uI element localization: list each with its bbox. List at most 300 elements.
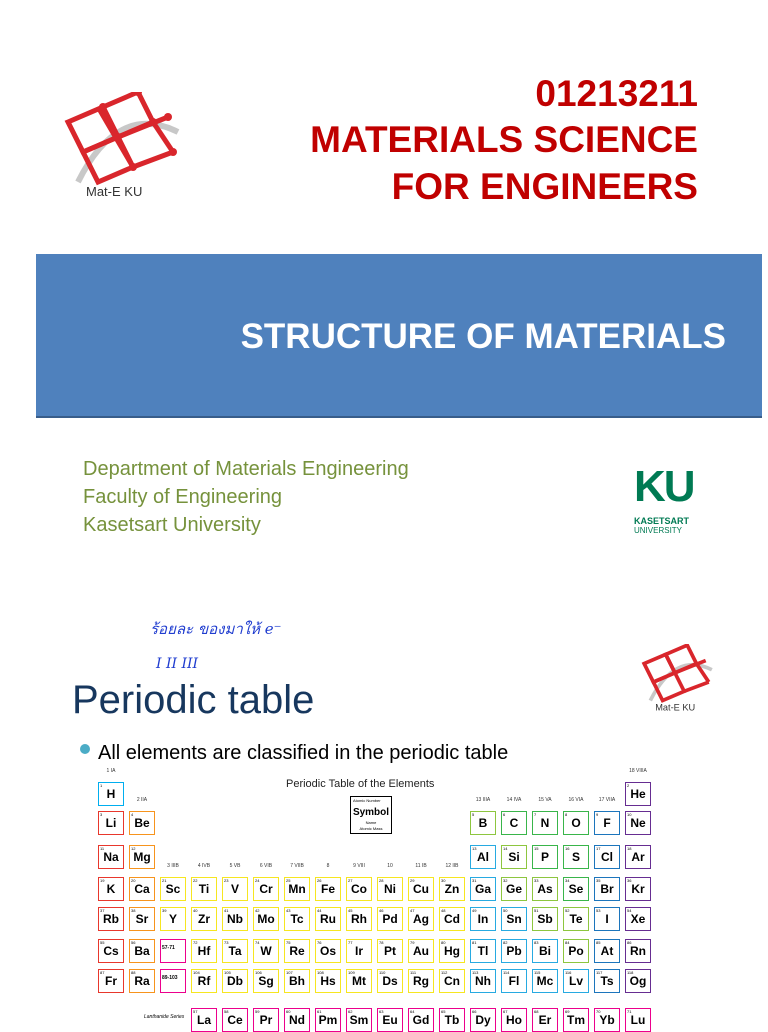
element-cell <box>439 907 465 931</box>
group-label: 5 VB <box>229 863 241 869</box>
element-number: 58 <box>224 1009 229 1014</box>
element-symbol: Bi <box>539 944 551 958</box>
group-label: 10 <box>387 863 393 869</box>
element-number: 51 <box>534 908 539 913</box>
element-symbol: Cd <box>444 912 460 926</box>
group-label: 16 VIA <box>568 797 584 803</box>
element-number: 77 <box>348 940 353 945</box>
element-symbol: C <box>509 816 519 830</box>
element-cell <box>160 939 186 963</box>
element-symbol: Ni <box>384 882 396 896</box>
element-symbol: At <box>600 944 614 958</box>
element-number: 36 <box>627 878 632 883</box>
element-cell <box>594 969 620 993</box>
element-symbol: Al <box>477 850 489 864</box>
element-number: 114 <box>503 970 510 975</box>
element-symbol: Hs <box>320 974 336 988</box>
element-symbol: Cn <box>444 974 460 988</box>
element-symbol: He <box>630 787 646 801</box>
element-symbol: O <box>571 816 581 830</box>
course-title <box>200 116 698 210</box>
element-cell <box>222 1008 248 1032</box>
element-symbol: Rb <box>103 912 119 926</box>
ku-sub: UNIVERSITY <box>634 526 683 535</box>
element-cell <box>501 811 527 835</box>
element-number: 66 <box>472 1009 477 1014</box>
element-cell <box>532 1008 558 1032</box>
element-symbol: Ru <box>320 912 336 926</box>
element-number: 6 <box>503 812 506 817</box>
element-number: 64 <box>410 1009 415 1014</box>
element-cell <box>191 939 217 963</box>
element-number: 55 <box>100 940 105 945</box>
element-number: 13 <box>472 846 477 851</box>
element-cell <box>191 1008 217 1032</box>
element-cell <box>191 969 217 993</box>
element-number: 75 <box>286 940 291 945</box>
element-symbol: Pm <box>318 1013 338 1027</box>
element-number: 54 <box>627 908 632 913</box>
element-symbol: Hg <box>444 944 460 958</box>
element-cell <box>160 969 186 993</box>
element-number: 65 <box>441 1009 446 1014</box>
element-symbol: Tb <box>444 1013 460 1027</box>
element-cell <box>439 939 465 963</box>
element-cell <box>532 907 558 931</box>
element-number: 48 <box>441 908 446 913</box>
group-label: 1 IA <box>106 768 116 774</box>
element-symbol: Ho <box>506 1013 522 1027</box>
element-number: 30 <box>441 878 446 883</box>
element-cell <box>377 939 403 963</box>
element-number: 69 <box>565 1009 570 1014</box>
element-symbol: Mn <box>288 882 306 896</box>
element-number: 47 <box>410 908 415 913</box>
element-symbol: Tc <box>290 912 304 926</box>
element-symbol: W <box>260 944 272 958</box>
element-number: 35 <box>596 878 601 883</box>
logo-text: Mat-E KU <box>86 184 143 199</box>
element-cell <box>191 907 217 931</box>
element-number: 10 <box>627 812 632 817</box>
element-cell <box>284 939 310 963</box>
course-code: 01213211 <box>535 73 698 114</box>
element-symbol: Y <box>168 912 177 926</box>
element-symbol: Be <box>134 816 150 830</box>
element-symbol: Li <box>105 816 117 830</box>
element-cell <box>625 782 651 806</box>
element-symbol: V <box>230 882 239 896</box>
element-cell <box>408 877 434 901</box>
element-symbol: Fr <box>105 974 117 988</box>
element-symbol: Gd <box>412 1013 430 1027</box>
element-symbol: Sn <box>506 912 522 926</box>
element-cell <box>625 969 651 993</box>
element-number: 25 <box>286 878 291 883</box>
element-cell <box>439 969 465 993</box>
element-number: 107 <box>286 970 293 975</box>
element-symbol: Db <box>227 974 243 988</box>
element-cell <box>346 969 372 993</box>
element-symbol: Yb <box>599 1013 615 1027</box>
element-symbol: Ds <box>382 974 398 988</box>
element-cell <box>160 877 186 901</box>
element-symbol: Hf <box>197 944 211 958</box>
group-label: 17 VIIA <box>598 797 616 803</box>
element-cell <box>563 1008 589 1032</box>
element-cell <box>563 811 589 835</box>
element-cell <box>408 907 434 931</box>
element-number: 27 <box>348 878 353 883</box>
element-number: 37 <box>100 908 105 913</box>
element-number: 87 <box>100 970 105 975</box>
element-cell <box>284 969 310 993</box>
element-symbol: Re <box>289 944 305 958</box>
element-number: 38 <box>131 908 136 913</box>
element-symbol: 89-103 <box>162 975 178 981</box>
group-label: 14 IVA <box>506 797 522 803</box>
element-cell <box>129 845 155 869</box>
element-symbol: Ir <box>354 944 363 958</box>
element-number: 7 <box>534 812 537 817</box>
element-cell <box>563 877 589 901</box>
banner-title: STRUCTURE OF MATERIALS <box>240 317 726 356</box>
element-number: 113 <box>472 970 479 975</box>
group-label: 6 VIB <box>259 863 273 869</box>
mat-e-ku-logo-small <box>638 644 718 714</box>
element-number: 81 <box>472 940 477 945</box>
element-symbol: Ge <box>505 882 522 896</box>
element-number: 15 <box>534 846 539 851</box>
group-label: 12 IIB <box>445 863 459 869</box>
ku-name: KASETSART <box>634 516 690 526</box>
element-cell <box>346 1008 372 1032</box>
element-cell <box>439 877 465 901</box>
element-number: 73 <box>224 940 229 945</box>
element-symbol: Ca <box>134 882 150 896</box>
handwriting-line2: I II III <box>156 656 199 672</box>
element-cell <box>532 811 558 835</box>
element-cell <box>470 1008 496 1032</box>
legend-number: Atomic Number <box>353 798 381 803</box>
element-symbol: Au <box>413 944 429 958</box>
element-number: 116 <box>565 970 572 975</box>
element-symbol: Os <box>319 944 336 958</box>
element-cell <box>253 939 279 963</box>
element-cell <box>625 907 651 931</box>
element-cell <box>222 877 248 901</box>
element-number: 26 <box>317 878 322 883</box>
element-cell <box>191 877 217 901</box>
element-symbol: Ta <box>228 944 242 958</box>
element-cell <box>408 939 434 963</box>
element-cell <box>501 877 527 901</box>
element-number: 2 <box>627 783 630 788</box>
element-cell <box>594 845 620 869</box>
element-cell <box>625 1008 651 1032</box>
element-cell <box>563 939 589 963</box>
periodic-table-legend <box>350 796 392 834</box>
element-symbol: Ga <box>474 882 491 896</box>
element-symbol: Dy <box>475 1013 491 1027</box>
element-cell <box>253 969 279 993</box>
element-number: 46 <box>379 908 384 913</box>
element-symbol: Cs <box>103 944 119 958</box>
element-symbol: Pd <box>382 912 398 926</box>
element-cell <box>346 907 372 931</box>
element-number: 84 <box>565 940 570 945</box>
element-number: 117 <box>596 970 603 975</box>
element-cell <box>501 1008 527 1032</box>
element-symbol: Ne <box>630 816 646 830</box>
element-cell <box>594 1008 620 1032</box>
element-symbol: Pr <box>259 1013 273 1027</box>
element-symbol: Ag <box>413 912 429 926</box>
element-symbol: N <box>540 816 550 830</box>
element-cell <box>439 1008 465 1032</box>
element-symbol: K <box>106 882 116 896</box>
element-number: 12 <box>131 846 136 851</box>
lanthanide-label: Lanthanide Series <box>144 1014 185 1020</box>
element-number: 82 <box>503 940 508 945</box>
element-symbol: Sc <box>165 882 181 896</box>
element-number: 78 <box>379 940 384 945</box>
element-number: 70 <box>596 1009 601 1014</box>
element-symbol: Br <box>600 882 614 896</box>
element-number: 105 <box>224 970 231 975</box>
element-number: 22 <box>193 878 198 883</box>
element-number: 44 <box>317 908 322 913</box>
element-symbol: Sm <box>349 1013 369 1027</box>
course-title-line2: FOR ENGINEERS <box>391 166 698 207</box>
element-symbol: Po <box>568 944 584 958</box>
element-cell <box>160 907 186 931</box>
element-symbol: Kr <box>631 882 645 896</box>
legend-symbol: Symbol <box>352 807 390 818</box>
element-symbol: Ti <box>198 882 210 896</box>
bullet-dot-icon <box>80 744 90 754</box>
element-symbol: Nb <box>227 912 243 926</box>
element-number: 68 <box>534 1009 539 1014</box>
element-cell <box>625 877 651 901</box>
element-number: 118 <box>627 970 634 975</box>
element-cell <box>129 907 155 931</box>
element-number: 19 <box>100 878 105 883</box>
element-cell <box>594 811 620 835</box>
element-cell <box>315 969 341 993</box>
element-cell <box>129 939 155 963</box>
element-number: 110 <box>379 970 386 975</box>
element-symbol: Ts <box>600 974 614 988</box>
element-symbol: Og <box>629 974 647 988</box>
element-symbol: Zn <box>444 882 460 896</box>
element-cell <box>222 907 248 931</box>
group-label: 2 IIA <box>136 797 148 803</box>
group-label: 9 VIII <box>353 863 365 869</box>
element-symbol: Ba <box>134 944 150 958</box>
element-symbol: 57-71 <box>162 945 175 951</box>
element-symbol: Se <box>568 882 584 896</box>
element-symbol: Lu <box>630 1013 646 1027</box>
element-cell <box>284 877 310 901</box>
element-cell <box>253 1008 279 1032</box>
element-cell <box>129 811 155 835</box>
element-cell <box>563 969 589 993</box>
element-cell <box>129 969 155 993</box>
element-symbol: Tm <box>567 1013 585 1027</box>
course-title-line1: MATERIALS SCIENCE <box>310 119 698 160</box>
element-number: 9 <box>596 812 599 817</box>
element-symbol: Mg <box>133 850 151 864</box>
element-symbol: H <box>106 787 116 801</box>
logo-small-text: Mat-E KU <box>655 702 696 713</box>
element-cell <box>98 811 124 835</box>
element-symbol: Rf <box>197 974 211 988</box>
element-symbol: Mo <box>257 912 275 926</box>
element-number: 74 <box>255 940 260 945</box>
element-cell <box>315 939 341 963</box>
group-label: 15 VA <box>538 797 552 803</box>
element-symbol: Mt <box>352 974 366 988</box>
element-cell <box>222 939 248 963</box>
element-symbol: Si <box>508 850 520 864</box>
bullet-text: All elements are classified in the periodic table <box>98 742 509 764</box>
group-label: 13 IIIA <box>475 797 491 803</box>
element-symbol: Fe <box>320 882 335 896</box>
element-number: 20 <box>131 878 136 883</box>
element-number: 14 <box>503 846 508 851</box>
element-cell <box>98 877 124 901</box>
element-number: 8 <box>565 812 568 817</box>
handwritten-note <box>150 612 310 674</box>
element-symbol: Xe <box>630 912 646 926</box>
group-label: 11 IB <box>415 863 427 869</box>
element-cell <box>253 907 279 931</box>
element-number: 83 <box>534 940 539 945</box>
element-number: 31 <box>472 878 477 883</box>
element-symbol: Cu <box>413 882 429 896</box>
element-number: 45 <box>348 908 353 913</box>
element-cell <box>470 811 496 835</box>
element-symbol: Co <box>351 882 367 896</box>
element-symbol: Cl <box>601 850 613 864</box>
element-number: 29 <box>410 878 415 883</box>
element-cell <box>470 877 496 901</box>
element-symbol: Sr <box>135 912 149 926</box>
element-number: 104 <box>193 970 200 975</box>
element-cell <box>625 939 651 963</box>
element-cell <box>377 877 403 901</box>
element-cell <box>408 969 434 993</box>
element-symbol: B <box>478 816 488 830</box>
element-symbol: Mc <box>536 974 554 988</box>
element-number: 39 <box>162 908 167 913</box>
element-symbol: Na <box>103 850 119 864</box>
ku-mark: KU <box>634 462 694 511</box>
element-symbol: Pb <box>506 944 522 958</box>
element-cell <box>315 877 341 901</box>
element-number: 1 <box>100 783 103 788</box>
element-symbol: As <box>537 882 553 896</box>
element-cell <box>625 845 651 869</box>
element-symbol: P <box>540 850 549 864</box>
element-symbol: Er <box>538 1013 552 1027</box>
element-number: 32 <box>503 878 508 883</box>
element-number: 52 <box>565 908 570 913</box>
element-number: 23 <box>224 878 229 883</box>
periodic-table <box>96 758 656 1027</box>
element-cell <box>253 877 279 901</box>
element-symbol: Zr <box>198 912 210 926</box>
element-number: 106 <box>255 970 262 975</box>
element-symbol: Nd <box>289 1013 305 1027</box>
element-cell <box>408 1008 434 1032</box>
university-line: Kasetsart University <box>83 514 261 536</box>
element-cell <box>470 845 496 869</box>
element-cell <box>532 969 558 993</box>
element-number: 17 <box>596 846 601 851</box>
element-cell <box>315 907 341 931</box>
element-cell <box>563 845 589 869</box>
group-label: 8 <box>326 863 330 869</box>
element-symbol: Rn <box>630 944 646 958</box>
element-cell <box>501 907 527 931</box>
element-cell <box>594 907 620 931</box>
element-number: 56 <box>131 940 136 945</box>
element-number: 62 <box>348 1009 353 1014</box>
element-number: 112 <box>441 970 448 975</box>
legend-name: Name <box>365 820 377 825</box>
element-number: 42 <box>255 908 260 913</box>
element-symbol: Ar <box>631 850 645 864</box>
element-cell <box>377 969 403 993</box>
department-line: Department of Materials Engineering <box>83 458 409 480</box>
element-cell <box>501 939 527 963</box>
element-symbol: Fl <box>508 974 520 988</box>
element-number: 61 <box>317 1009 322 1014</box>
element-number: 86 <box>627 940 632 945</box>
element-symbol: Nh <box>475 974 491 988</box>
element-number: 11 <box>100 846 105 851</box>
element-cell <box>129 877 155 901</box>
element-symbol: Sg <box>258 974 274 988</box>
element-number: 80 <box>441 940 446 945</box>
element-number: 4 <box>131 812 134 817</box>
element-cell <box>98 969 124 993</box>
element-number: 111 <box>410 970 417 975</box>
element-number: 34 <box>565 878 570 883</box>
element-cell <box>98 782 124 806</box>
group-label: 3 IIIB <box>167 863 179 869</box>
element-number: 53 <box>596 908 601 913</box>
element-cell <box>98 939 124 963</box>
element-number: 5 <box>472 812 475 817</box>
element-cell <box>222 969 248 993</box>
mat-e-ku-logo <box>58 92 188 202</box>
element-cell <box>284 907 310 931</box>
element-symbol: In <box>477 912 489 926</box>
element-symbol: Pt <box>384 944 396 958</box>
element-cell <box>377 907 403 931</box>
element-cell <box>284 1008 310 1032</box>
element-cell <box>470 907 496 931</box>
element-cell <box>346 939 372 963</box>
element-number: 79 <box>410 940 415 945</box>
periodic-table-title: Periodic Table of the Elements <box>286 778 435 790</box>
element-cell <box>98 845 124 869</box>
element-cell <box>501 845 527 869</box>
element-number: 76 <box>317 940 322 945</box>
